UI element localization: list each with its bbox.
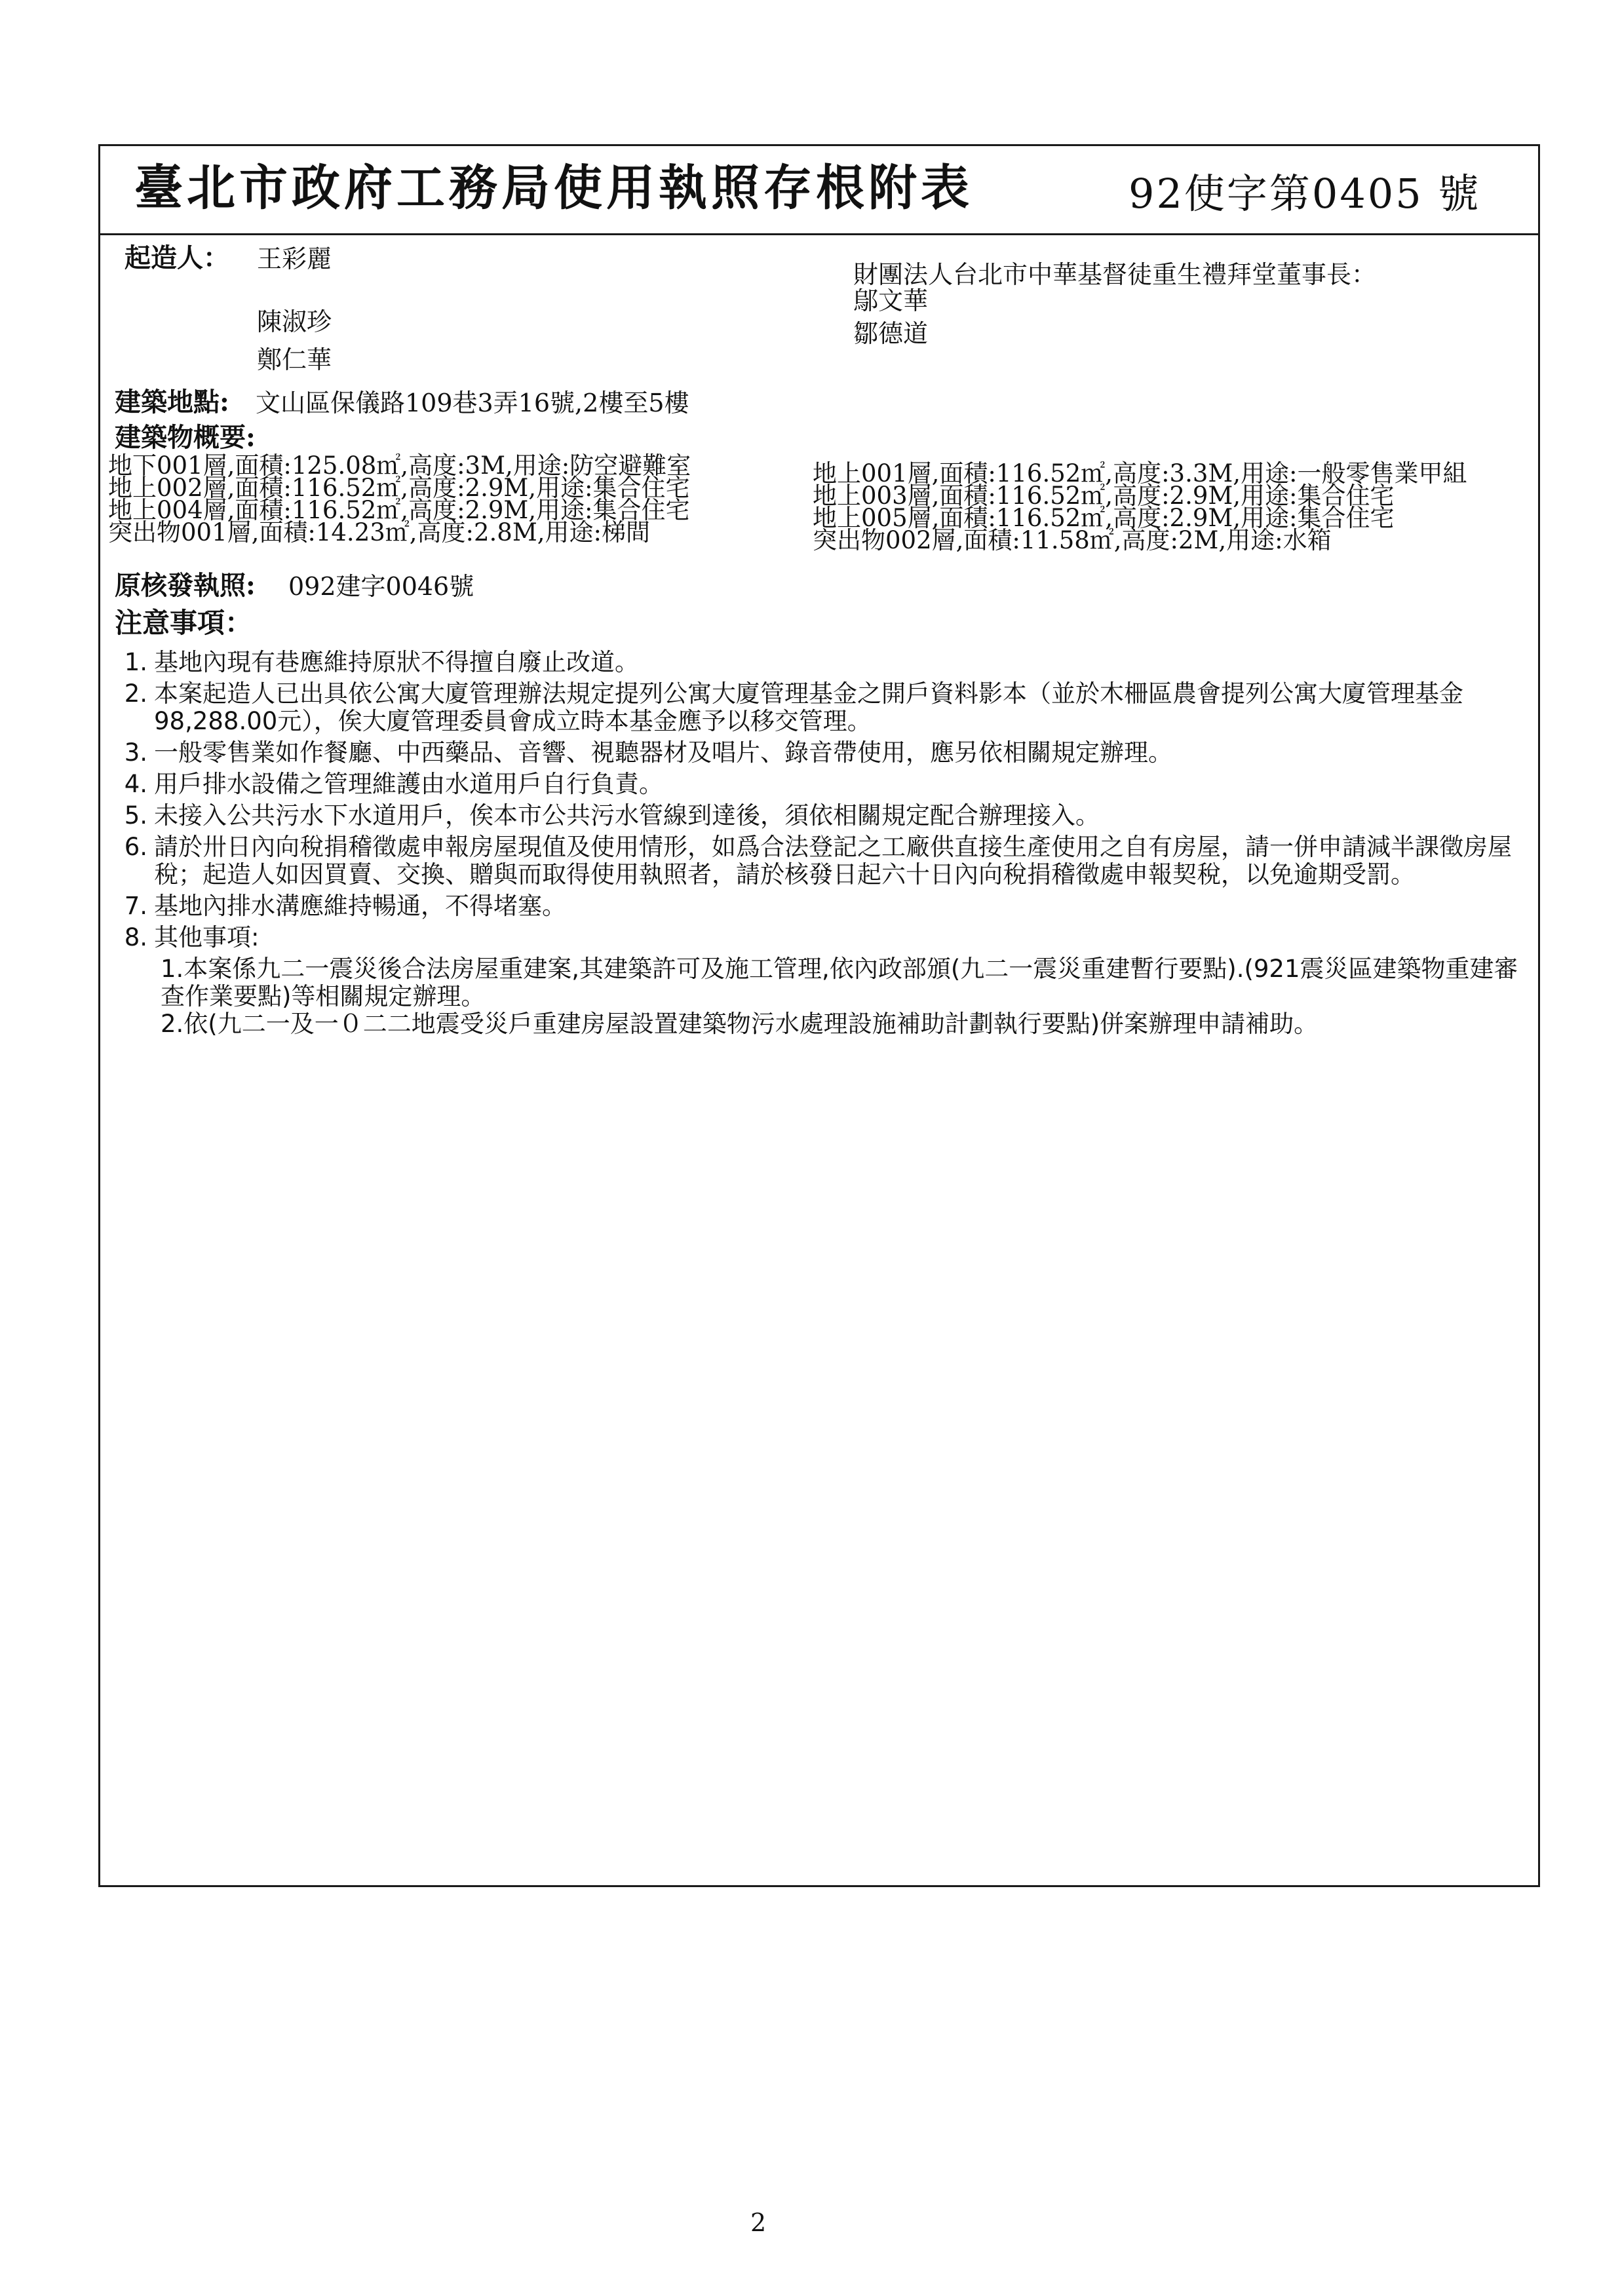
note-text: 一般零售業如作餐廳、中西藥品、音響、視聽器材及唱片、錄音帶使用，應另依相關規定辦理。 — [154, 738, 1172, 767]
note-item — [115, 739, 1524, 767]
note-number: 6. — [124, 833, 147, 861]
floor-row: 地上005層,面積:116.52㎡,高度:2.9M,用途:集合住宅 — [813, 504, 1395, 532]
site-label: 建築地點: — [115, 387, 229, 417]
title-divider — [98, 233, 1540, 235]
note-text: 用戶排水設備之管理維護由水道用戶自行負責。 — [154, 770, 663, 798]
note-number: 2. — [124, 679, 147, 708]
builder-organization: 財團法人台北市中華基督徒重生禮拜堂董事長： — [853, 260, 1377, 289]
floor-row: 突出物001層,面積:14.23㎡,高度:2.8M,用途:梯間 — [108, 518, 650, 546]
note-text: 基地內現有巷應維持原狀不得擅自廢止改道。 — [154, 648, 639, 676]
note-number: 7. — [124, 892, 147, 920]
document-title: 臺北市政府工務局使用執照存根附表 — [134, 160, 973, 216]
floor-row: 地上001層,面積:116.52㎡,高度:3.3M,用途:一般零售業甲組 — [813, 459, 1467, 488]
original-permit-label: 原核發執照: — [115, 570, 256, 601]
site-value: 文山區保儀路109巷3弄16號,2樓至5樓 — [256, 389, 689, 417]
note-number: 5. — [124, 801, 147, 830]
note-text: 請於卅日內向稅捐稽徵處申報房屋現值及使用情形，如爲合法登記之工廠供直接生產使用之自有房屋，請一併申請減半課徵房屋稅；起造人如因買賣、交換、贈與而取得使用執照者，請於核發日起六十日內向稅捐稽徵處申報契稅，以免逾期受罰。 — [154, 833, 1512, 889]
builders-label: 起造人： — [125, 242, 229, 273]
other-item: 2.依(九二一及一０二二地震受災戶重建房屋設置建築物污水處理設施補助計劃執行要點)併案辦理申請補助。 — [161, 1010, 1319, 1038]
note-number: 8. — [124, 923, 147, 951]
note-item — [115, 924, 1524, 951]
note-number: 3. — [124, 738, 147, 767]
builder-name: 鄔文華 — [853, 286, 929, 315]
note-number: 1. — [124, 648, 147, 676]
builder-name: 鄭仁華 — [257, 345, 332, 374]
note-item — [115, 802, 1524, 830]
builder-name: 鄒德道 — [853, 319, 929, 348]
builder-name: 陳淑珍 — [257, 307, 332, 336]
note-text: 未接入公共污水下水道用戶，俟本市公共污水管線到達後，須依相關規定配合辦理接入。 — [154, 801, 1100, 830]
note-item — [115, 771, 1524, 798]
note-number: 4. — [124, 770, 147, 798]
note-item — [115, 833, 1524, 889]
note-text: 其他事項: — [154, 923, 260, 951]
notes-title: 注意事項： — [115, 607, 253, 639]
permit-number: 92使字第0405 號 — [1128, 170, 1481, 218]
overview-label: 建築物概要: — [115, 422, 256, 453]
note-item — [115, 649, 1524, 676]
floor-row: 地上003層,面積:116.52㎡,高度:2.9M,用途:集合住宅 — [813, 482, 1395, 510]
floor-row: 地上002層,面積:116.52㎡,高度:2.9M,用途:集合住宅 — [108, 474, 690, 502]
page-number: 2 — [750, 2208, 767, 2237]
note-text: 基地內排水溝應維持暢通，不得堵塞。 — [154, 892, 566, 920]
other-item: 1.本案係九二一震災後合法房屋重建案,其建築許可及施工管理,依內政部頒(九二一震災重建暫行要點).(921震災區建築物重建審查作業要點)等相關規定辦理。 — [161, 955, 1518, 1010]
note-text: 本案起造人已出具依公寓大廈管理辦法規定提列公寓大廈管理基金之開戶資料影本（並於木柵區農會提列公寓大廈管理基金98,288.00元），俟大廈管理委員會成立時本基金應予以移交管理。 — [154, 679, 1463, 735]
note-item — [115, 680, 1524, 735]
builder-name: 王彩麗 — [257, 244, 332, 273]
floor-row: 地下001層,面積:125.08㎡,高度:3M,用途:防空避難室 — [108, 451, 691, 480]
floor-row: 突出物002層,面積:11.58㎡,高度:2M,用途:水箱 — [813, 526, 1332, 554]
original-permit-value: 092建字0046號 — [288, 572, 474, 601]
note-item — [115, 892, 1524, 920]
floor-row: 地上004層,面積:116.52㎡,高度:2.9M,用途:集合住宅 — [108, 496, 690, 524]
notes-section — [115, 602, 1524, 1038]
